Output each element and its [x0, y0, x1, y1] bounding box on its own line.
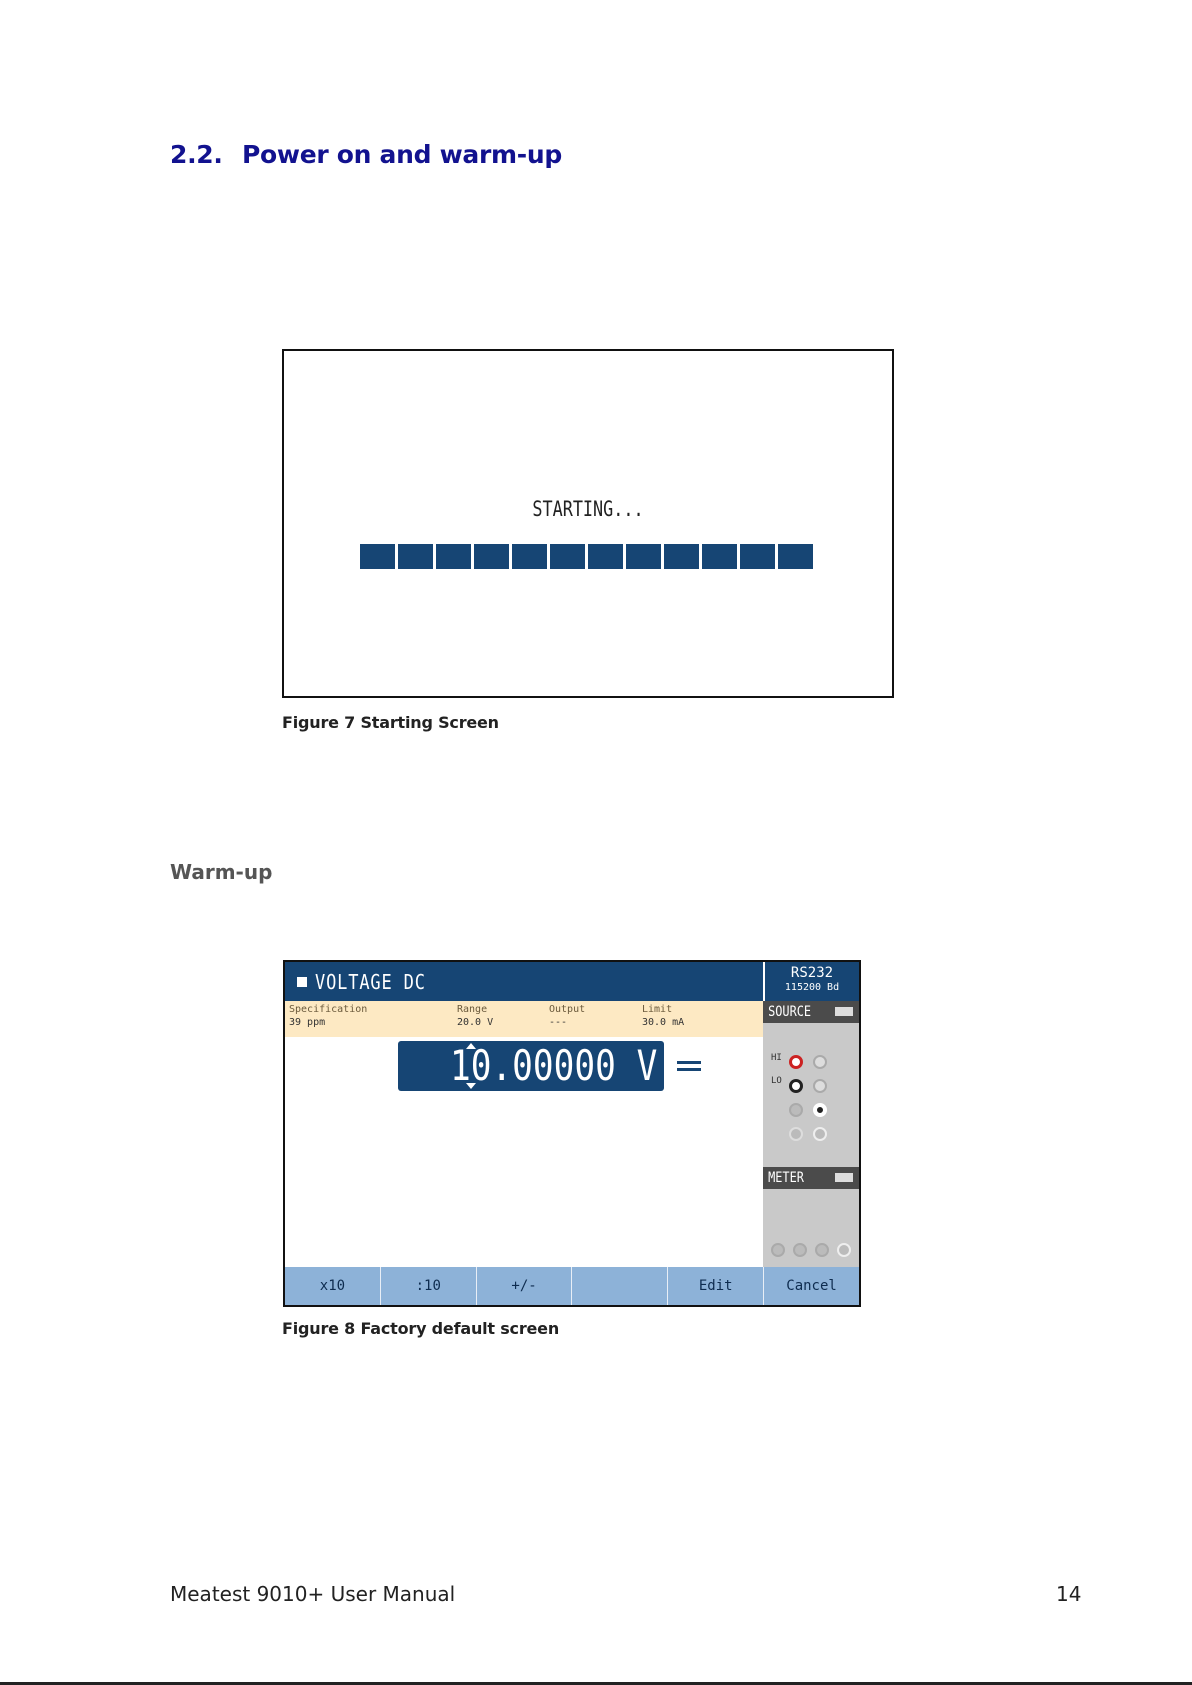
progress-block — [778, 544, 813, 569]
progress-block — [626, 544, 661, 569]
progress-block — [550, 544, 585, 569]
progress-block — [398, 544, 433, 569]
parameter-bar — [285, 1001, 763, 1037]
hi-terminal-active-icon — [789, 1055, 803, 1069]
source-header — [763, 1001, 859, 1023]
section-number: 2.2. — [170, 140, 223, 169]
factory-default-screen-figure — [283, 960, 861, 1307]
param-value: 30.0 mA — [642, 1017, 685, 1028]
softkey-x10[interactable]: x10 — [285, 1267, 381, 1305]
output-value-display[interactable] — [398, 1041, 664, 1091]
source-indicator-icon — [835, 1007, 853, 1016]
page-number: 14 — [1056, 1582, 1082, 1606]
terminal-icon — [789, 1103, 803, 1117]
meter-terminal-icon — [815, 1243, 829, 1257]
softkey-div10[interactable]: :10 — [381, 1267, 477, 1305]
terminal-selected-icon — [813, 1103, 827, 1117]
progress-block — [436, 544, 471, 569]
softkey-bar — [285, 1267, 859, 1305]
softkey-edit[interactable]: Edit — [668, 1267, 764, 1305]
progress-block — [664, 544, 699, 569]
interface-indicator — [765, 962, 859, 1001]
mode-label: VOLTAGE DC — [315, 969, 426, 994]
progress-block — [702, 544, 737, 569]
dc-symbol-icon — [677, 1061, 701, 1075]
param-value: --- — [549, 1017, 568, 1028]
footer-title: Meatest 9010+ User Manual — [170, 1582, 456, 1606]
terminal-icon — [813, 1127, 827, 1141]
softkey-blank[interactable] — [572, 1267, 668, 1305]
progress-bar — [360, 544, 813, 569]
terminal-panel — [763, 1001, 859, 1267]
interface-baud: 115200 Bd — [784, 982, 840, 993]
starting-status-text: STARTING... — [532, 497, 644, 521]
output-value: 10.00000 V — [450, 1041, 658, 1090]
lo-label: LO — [771, 1076, 782, 1086]
param-output — [549, 1004, 585, 1028]
lo-terminal-icon — [813, 1079, 827, 1093]
param-value: 39 ppm — [289, 1017, 326, 1028]
caret-down-icon — [466, 1083, 476, 1089]
hi-label: HI — [771, 1053, 782, 1063]
param-label: Specification — [289, 1004, 368, 1015]
param-label: Range — [457, 1004, 488, 1015]
param-value: 20.0 V — [457, 1017, 494, 1028]
mode-square-icon — [297, 977, 307, 987]
param-limit — [642, 1004, 684, 1028]
param-label: Output — [549, 1004, 586, 1015]
interface-name: RS232 — [790, 965, 834, 981]
section-title: Power on and warm-up — [242, 140, 562, 169]
param-range — [457, 1004, 493, 1028]
section-heading — [170, 140, 562, 169]
meter-terminal-icon — [837, 1243, 851, 1257]
progress-block — [512, 544, 547, 569]
progress-block — [360, 544, 395, 569]
meter-indicator-icon — [835, 1173, 853, 1182]
softkey-cancel[interactable]: Cancel — [786, 1278, 837, 1294]
hi-terminal-icon — [813, 1055, 827, 1069]
warmup-heading: Warm-up — [170, 860, 273, 884]
meter-label: METER — [768, 1170, 804, 1186]
mode-header — [285, 962, 763, 1001]
terminal-icon — [789, 1127, 803, 1141]
figure7-caption: Figure 7 Starting Screen — [282, 713, 499, 732]
lo-terminal-active-icon — [789, 1079, 803, 1093]
param-specification — [289, 1004, 367, 1028]
progress-block — [740, 544, 775, 569]
figure8-caption: Figure 8 Factory default screen — [282, 1319, 560, 1338]
meter-terminal-icon — [771, 1243, 785, 1257]
meter-header — [763, 1167, 859, 1189]
meter-terminal-icon — [793, 1243, 807, 1257]
starting-screen-figure — [282, 349, 894, 698]
progress-block — [474, 544, 509, 569]
progress-block — [588, 544, 623, 569]
param-label: Limit — [642, 1004, 673, 1015]
softkey-plus-minus[interactable]: +/- — [477, 1267, 573, 1305]
source-label: SOURCE — [768, 1004, 812, 1020]
